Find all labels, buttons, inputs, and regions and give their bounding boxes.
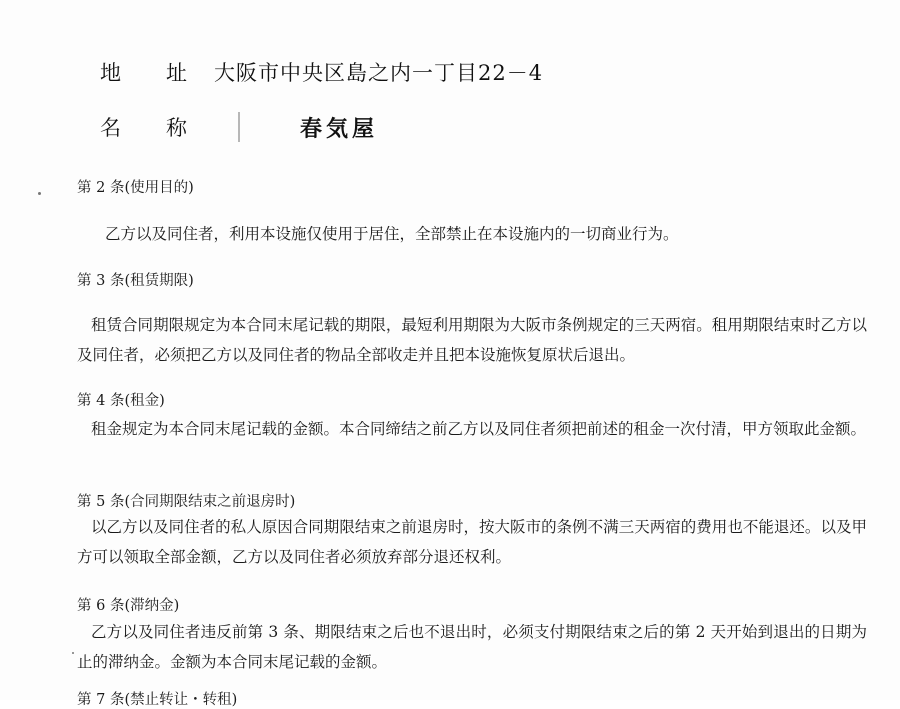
article-2-title: 第 2 条(使用目的) (77, 180, 194, 196)
article-7-title: 第 7 条(禁止转让・转租) (77, 692, 238, 708)
article-5-title: 第 5 条(合同期限结束之前退房时) (77, 494, 296, 510)
article-4-body: 租金规定为本合同末尾记载的金额。本合同缔结之前乙方以及同住者须把前述的租金一次付清，甲方领取此金额。 (91, 420, 867, 438)
article-4-title: 第 4 条(租金) (77, 393, 165, 409)
name-row (100, 110, 378, 144)
article-3-title: 第 3 条(租赁期限) (77, 273, 194, 289)
article-6-title: 第 6 条(滞纳金) (77, 598, 180, 614)
name-label-char-1: 名 (100, 116, 121, 140)
name-label-char-2: 称 (166, 116, 187, 140)
article-6-body: 乙方以及同住者违反前第 3 条、期限结束之后也不退出时，必须支付期限结束之后的第 2 天开始到退出的日期为止的滞纳金。金额为本合同末尾记载的金额。 (77, 623, 867, 671)
article-2-body: 乙方以及同住者，利用本设施仅使用于居住，全部禁止在本设施内的一切商业行为。 (105, 225, 679, 243)
article-3-body: 租赁合同期限规定为本合同末尾记载的期限，最短利用期限为大阪市条例规定的三天两宿。租用期限结束时乙方以及同住者，必须把乙方以及同住者的物品全部收走并且把本设施恢复原状后退出。 (77, 316, 867, 364)
address-label-char-1: 地 (100, 61, 121, 85)
scan-mark (238, 112, 240, 142)
scan-speck (38, 192, 41, 195)
address-value: 大阪市中央区島之内一丁目22－4 (214, 61, 544, 85)
name-value: 春気屋 (300, 115, 379, 142)
scan-speck (72, 652, 74, 654)
article-5-body: 以乙方以及同住者的私人原因合同期限结束之前退房时，按大阪市的条例不满三天两宿的费用也不能退还。以及甲方可以领取全部金额，乙方以及同住者必须放弃部分退还权利。 (77, 518, 867, 566)
address-label-char-2: 址 (166, 61, 187, 85)
address-row (100, 55, 543, 89)
